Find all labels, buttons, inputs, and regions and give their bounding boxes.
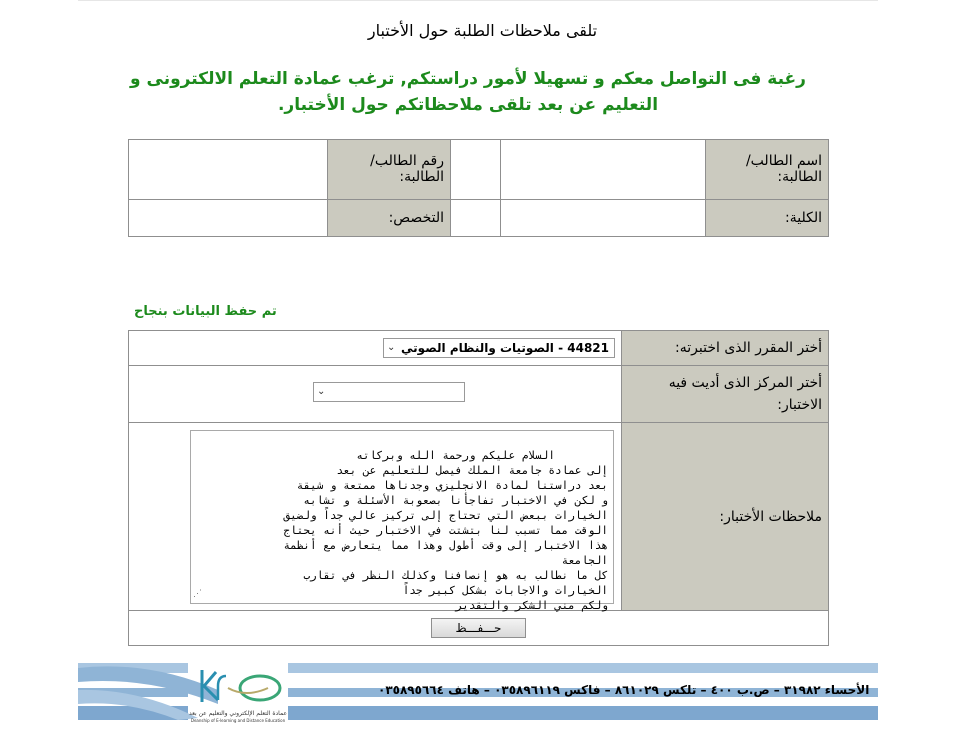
center-select[interactable]	[313, 382, 465, 402]
notes-text: السلام عليكم ورحمة الله وبركاته إلى عمادة جامعة الملك فيصل للتعليم عن بعد بعد دراستنا لمادة الانجليزي وجدناها ممتعة و شيقة و لكن في الاختبار تفاجأنا بصعوبة الأسئلة و تشابه الخيارات ببعض التي تحتاج إلى تركيز عالي جداً ولضيق الوقت مما تسبب لنا بتشتت في الاختبار حيث أنه يحتاج هذا الاختبار إلى وقت أطول وهذا مما يتعارض مع أنظمة الجامعة كل ما نطالب به هو إنصافنا وكذلك النظر في تقارب الخيارات والاجابات بشكل كبير جداً ولكم مني الشكر والتقدير	[283, 448, 608, 612]
college-label: الكلية:	[706, 199, 829, 236]
deanship-logo	[188, 664, 288, 726]
save-button[interactable]: حـــفـــظ	[431, 618, 526, 638]
major-value	[129, 199, 328, 236]
course-selected-value: 44821 - الصوتيات والنظام الصوتي	[401, 341, 609, 355]
student-name-label: اسم الطالب/الطالبة:	[706, 140, 829, 200]
major-label: التخصص:	[328, 199, 451, 236]
center-label: أختر المركز الذى أديت فيه الاختبار:	[622, 366, 829, 423]
logo-mark-icon	[188, 664, 288, 706]
logo-text-ar: عمادة التعلم الإلكتروني والتعليم عن بعد	[188, 710, 288, 717]
course-label: أختر المقرر الذى اختبرته:	[622, 331, 829, 366]
feedback-form	[128, 330, 829, 646]
info-spacer	[451, 199, 501, 236]
logo-text-en: Deanship of E-learning and Distance Education	[190, 718, 286, 723]
student-name-value	[501, 140, 706, 200]
notes-label: ملاحظات الأختبار:	[622, 423, 829, 611]
info-spacer	[451, 140, 501, 200]
top-divider	[78, 0, 878, 1]
student-id-label: رقم الطالب/الطالبة:	[328, 140, 451, 200]
student-id-value	[129, 140, 328, 200]
status-message: تم حفظ البيانات بنجاح	[134, 304, 277, 319]
page-title: تلقى ملاحظات الطلبة حول الأختبار	[367, 21, 598, 40]
chevron-down-icon: ⌄	[317, 386, 326, 397]
intro-text: رغبة فى التواصل معكم و تسهيلا لأمور دراستكم, ترغب عمادة التعلم الالكترونى و التعليم عن بعد تلقى ملاحظاتكم حول الأختبار.	[130, 69, 806, 115]
college-value	[501, 199, 706, 236]
chevron-down-icon: ⌄	[387, 342, 396, 353]
notes-textarea[interactable]	[190, 430, 614, 612]
course-select[interactable]	[383, 338, 615, 358]
resize-grip-icon[interactable]: ⋱	[193, 588, 202, 599]
footer-address: الأحساء ٣١٩٨٢ – ص.ب ٤٠٠ – تلكس ٨٦١٠٢٩ – فاكس ٠٣٥٨٩٦١١٩ – هاتف ٠٣٥٨٩٥٦٦٤	[378, 683, 870, 697]
student-info-table	[128, 139, 829, 237]
